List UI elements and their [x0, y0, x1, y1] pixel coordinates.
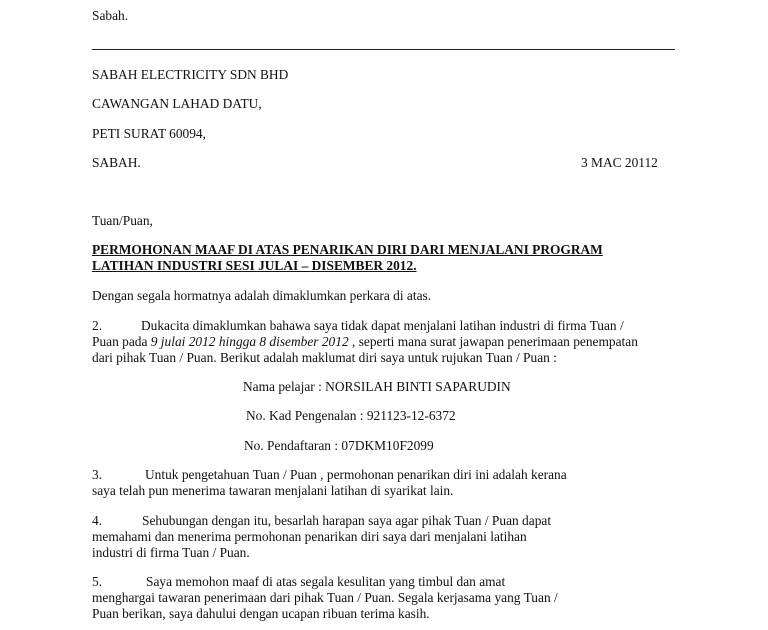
paragraph-5-number: 5. — [92, 574, 103, 589]
registration-number: No. Pendaftaran : 07DKM10F2099 — [244, 438, 434, 453]
letter-date: 3 MAC 20112 — [581, 155, 658, 170]
salutation: Tuan/Puan, — [92, 213, 153, 228]
student-name: Nama pelajar : NORSILAH BINTI SAPARUDIN — [243, 379, 511, 394]
recipient-line-3: PETI SURAT 60094, — [92, 126, 206, 141]
ic-number: No. Kad Pengenalan : 921123-12-6372 — [246, 408, 456, 423]
paragraph-1: Dengan segala hormatnya adalah dimaklumkan perkara di atas. — [92, 288, 432, 303]
paragraph-2-line-2 — [92, 334, 638, 350]
paragraph-5-line-1: Saya memohon maaf di atas segala kesulitan yang timbul dan amat — [146, 574, 506, 589]
paragraph-2-line-2-end: , seperti mana surat jawapan penerimaan penempatan — [348, 334, 638, 349]
separator-line — [92, 49, 675, 50]
paragraph-4-line-1: Sehubungan dengan itu, besarlah harapan saya agar pihak Tuan / Puan dapat — [142, 513, 552, 528]
paragraph-4-line-3: industri di firma Tuan / Puan. — [92, 545, 250, 560]
recipient-line-2: CAWANGAN LAHAD DATU, — [92, 96, 262, 111]
paragraph-3-line-1: Untuk pengetahuan Tuan / Puan , permohonan penarikan diri ini adalah kerana — [145, 467, 567, 482]
recipient-line-1: SABAH ELECTRICITY SDN BHD — [92, 67, 289, 82]
paragraph-5-line-3: Puan berikan, saya dahului dengan ucapan ribuan terima kasih. — [92, 606, 430, 621]
internship-dates: 9 julai 2012 hingga 8 disember 2012 — [150, 334, 349, 349]
paragraph-2-number: 2. — [92, 318, 103, 333]
subject-heading-line-2: LATIHAN INDUSTRI SESI JULAI – DISEMBER 2012. — [92, 258, 417, 273]
sender-address-tail: Sabah. — [92, 8, 129, 23]
recipient-line-4: SABAH. — [92, 155, 141, 170]
paragraph-2-line-3: dari pihak Tuan / Puan. Berikut adalah maklumat diri saya untuk rujukan Tuan / Puan : — [92, 350, 557, 365]
paragraph-4-number: 4. — [92, 513, 103, 528]
paragraph-4-line-2: memahami dan menerima permohonan penarikan diri saya dari menjalani latihan — [92, 529, 527, 544]
paragraph-5-line-2: menghargai tawaran penerimaan dari pihak Tuan / Puan. Segala kerjasama yang Tuan / — [92, 590, 558, 605]
paragraph-3-number: 3. — [92, 467, 103, 482]
subject-heading-line-1: PERMOHONAN MAAF DI ATAS PENARIKAN DIRI DARI MENJALANI PROGRAM — [92, 242, 603, 257]
paragraph-2-line-1: Dukacita dimaklumkan bahawa saya tidak dapat menjalani latihan industri di firma Tuan / — [141, 318, 624, 333]
paragraph-2-line-2-start: Puan pada — [92, 334, 151, 349]
paragraph-3-line-2: saya telah pun menerima tawaran menjalani latihan di syarikat lain. — [92, 483, 454, 498]
